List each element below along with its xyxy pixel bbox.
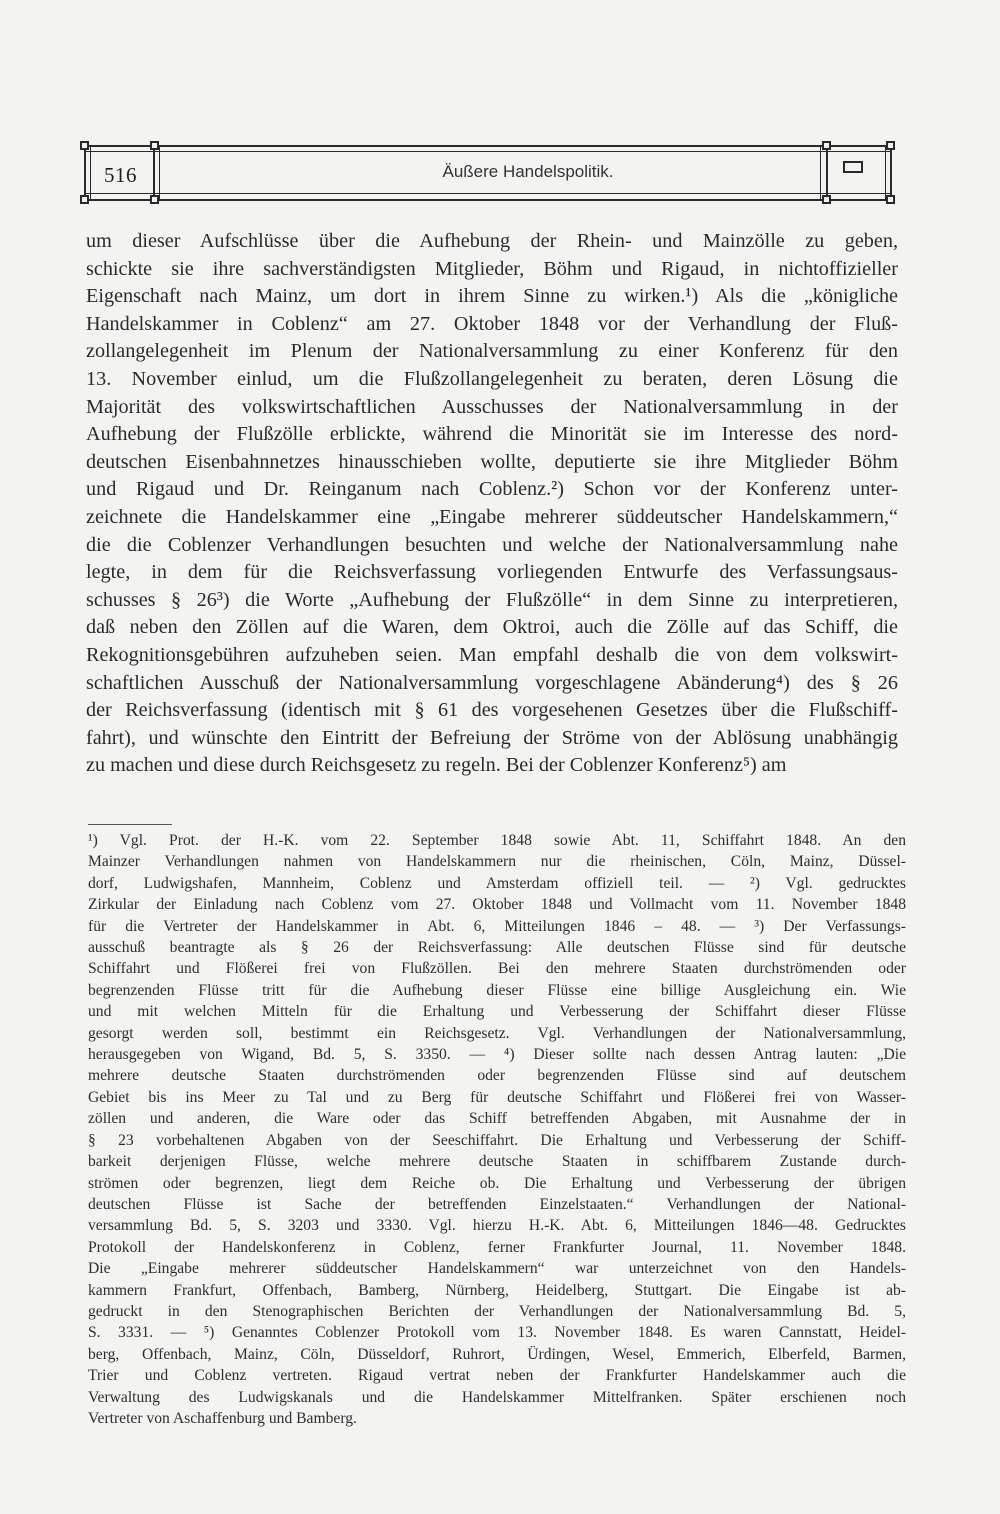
footnote-line: Trier und Coblenz vertreten. Rigaud vertrat neben der Frankfurter Handelskammer auch die [88, 1367, 906, 1385]
body-line: deutschen Eisenbahnnetzes hinausschieben wollte, deputierte sie ihre Mitglieder Böhm [86, 450, 898, 473]
body-line: und Rigaud und Dr. Reinganum nach Coblenz.²) Schon vor der Konferenz unter- [86, 478, 898, 501]
header-corner-square [80, 141, 89, 150]
main-text [86, 228, 898, 780]
footnote-line: Zirkular der Einladung nach Coblenz vom 27. Oktober 1848 und Vollmacht vom 11. November 1848 [88, 896, 906, 914]
body-line: daß neben den Zöllen auf die Waren, dem Oktroi, auch die Zölle auf das Schiff, die [86, 616, 898, 639]
header-corner-square [886, 141, 895, 150]
footnote-line: berg, Offenbach, Mainz, Cöln, Düsseldorf, Ruhrort, Ürdingen, Wesel, Emmerich, Elberfeld, Barmen, [88, 1345, 906, 1363]
footnote-line: dorf, Ludwigshafen, Mannheim, Coblenz und Amsterdam offiziell teil. — ²) Vgl. gedrucktes [88, 874, 906, 892]
footnote-line: Gebiet bis ins Meer zu Tal und zu Berg für deutsche Schiffahrt und Flößerei frei von Wasser- [88, 1088, 906, 1106]
body-line: Majorität des volkswirtschaftlichen Ausschusses der Nationalversammlung in der [86, 395, 898, 418]
footnote-line: ¹) Vgl. Prot. der H.-K. vom 22. September 1848 sowie Abt. 11, Schiffahrt 1848. An den [88, 832, 906, 849]
footnote-line: § 23 vorbehaltenen Abgaben von der Seeschiffahrt. Die Erhaltung und Verbesserung der Schiff- [88, 1131, 906, 1149]
footnote-line: barkeit derjenigen Flüsse, welche mehrere deutsche Staaten in schiffbarem Zustande durch- [88, 1153, 906, 1171]
body-line: zeichnete die Handelskammer eine „Eingabe mehrerer süddeutscher Handelskammern,“ [86, 505, 898, 528]
footnote-separator [88, 824, 172, 825]
header-bar-title-left [159, 145, 160, 201]
footnote-line: kammern Frankfurt, Offenbach, Bamberg, Nürnberg, Heidelberg, Stuttgart. Die Eingabe ist ab- [88, 1281, 906, 1299]
header-corner-square [886, 195, 895, 204]
footnote-line: Mainzer Verhandlungen nahmen von Handelskammern nur die rheinischen, Cöln, Mainz, Düssel- [88, 853, 906, 871]
body-line: zollangelegenheit im Plenum der Nationalversammlung zu einer Konferenz für den [86, 340, 898, 363]
footnotes [88, 830, 906, 1429]
body-line: der Reichsverfassung (identisch mit § 61 des vorgesehenen Gesetzes über die Flußschiff- [86, 699, 898, 722]
header-corner-square [822, 141, 831, 150]
header-corner-square [150, 195, 159, 204]
footnote-line: versammlung Bd. 5, S. 3203 und 3330. Vgl. hierzu H.-K. Abt. 6, Mitteilungen 1846—48. Gedrucktes [88, 1217, 906, 1235]
body-line: schusses § 26³) die Worte „Aufhebung der Flußzölle“ in dem Sinne zu interpretieren, [86, 588, 898, 611]
footnote-line: und mit welchen Mitteln für die Erhaltung und Verbesserung der Schiffahrt dieser Flüsse [88, 1003, 906, 1021]
header-bar-left [84, 145, 86, 201]
footnote-line: Die „Eingabe mehrerer süddeutscher Handelskammern“ war unterzeichnet von den Handels- [88, 1260, 906, 1278]
body-line: Aufhebung der Flußzölle erblickte, während die Minorität sie im Interesse des nord- [86, 423, 898, 446]
header-bar-title-right [820, 145, 821, 201]
footnote-line: Protokoll der Handelskonferenz in Coblenz, ferner Frankfurter Journal, 11. November 1848. [88, 1238, 906, 1256]
body-line: Rekognitionsgebühren aufzuheben seien. Man empfahl deshalb die von dem volkswirt- [86, 643, 898, 666]
header-corner-square [150, 141, 159, 150]
body-line: legte, in dem für die Reichsverfassung vorliegenden Entwurfe des Verfassungsaus- [86, 561, 898, 584]
running-title: Äußere Handelspolitik. [442, 162, 614, 181]
header-bar-right [890, 145, 892, 201]
header-bar-left-inner [90, 145, 91, 201]
footnote-line: mehrere deutsche Staaten durchströmenden oder begrenzenden Flüsse sind auf deutschem [88, 1067, 906, 1085]
footnote-line: gesorgt werden soll, bestimmt ein Reichsgesetz. Vgl. Verhandlungen der Nationalversammlung, [88, 1024, 906, 1042]
header-rule-top [86, 145, 890, 147]
footnote-line: für die Vertreter der Handelskammer in Abt. 6, Mitteilungen 1846 – 48. — ³) Der Verfassungs- [88, 917, 906, 935]
footnote-line: zöllen und anderen, die Ware oder das Schiff betreffenden Abgaben, mit Ausnahme der in [88, 1110, 906, 1128]
running-head [80, 137, 896, 209]
body-line: schaftlichen Ausschuß der Nationalversammlung vorgeschlagene Abänderung⁴) des § 26 [86, 671, 898, 694]
header-bar-ornament-left [826, 145, 828, 201]
body-line: fahrt), und wünschte den Eintritt der Befreiung der Ströme von der Ablösung unabhängig [86, 726, 898, 749]
footnote-line: strömen oder begrenzen, liegt dem Reiche ob. Die Erhaltung und Verbesserung der übrigen [88, 1174, 906, 1192]
footnote-line: Schiffahrt und Flößerei frei von Flußzöllen. Bei den mehrere Staaten durchströmenden oder [88, 960, 906, 978]
body-line: um dieser Aufschlüsse über die Aufhebung der Rhein- und Mainzölle zu geben, [86, 230, 898, 252]
footnote-line: Vertreter von Aschaffenburg und Bamberg. [88, 1409, 357, 1427]
header-rule-bottom [86, 199, 890, 201]
header-corner-square [80, 195, 89, 204]
body-line: schickte sie ihre sachverständigsten Mitglieder, Böhm und Rigaud, in nichtoffizieller [86, 257, 898, 280]
footnote-line: begrenzenden Flüsse tritt für die Aufhebung dieser Flüsse eine billige Ausgleichung ein. Wie [88, 981, 906, 999]
footnote-line: deutschen Flüsse ist Sache der betreffenden Einzelstaaten.“ Verhandlungen der National- [88, 1195, 906, 1213]
header-box-ornament [843, 161, 863, 173]
header-corner-square [822, 195, 831, 204]
header-rule-top-inner [86, 151, 890, 152]
footnote-line: Verwaltung des Ludwigskanals und die Handelskammer Mittelfranken. Später erschienen noch [88, 1388, 906, 1406]
header-bar-number-right [153, 145, 155, 201]
header-bar-right-inner [885, 145, 886, 201]
body-line: zu machen und diese durch Reichsgesetz zu regeln. Bei der Coblenzer Konferenz⁵) am [86, 754, 787, 777]
body-line: Eigenschaft nach Mainz, um dort in ihrem Sinne zu wirken.¹) Als die „königliche [86, 285, 898, 308]
page-number: 516 [104, 163, 137, 187]
footnote-line: ausschuß beantragte als § 26 der Reichsverfassung: Alle deutschen Flüsse sind für deutsche [88, 939, 906, 957]
footnote-line: gedruckt in den Stenographischen Berichten der Verhandlungen der Nationalversammlung Bd. 5, [88, 1302, 906, 1320]
footnote-line: S. 3331. — ⁵) Genanntes Coblenzer Protokoll vom 13. November 1848. Es waren Cannstatt, Heidel- [88, 1324, 906, 1342]
footnote-line: herausgegeben von Wigand, Bd. 5, S. 3350. — ⁴) Dieser sollte nach dessen Antrag lauten: „Die [88, 1046, 906, 1064]
body-line: Handelskammer in Coblenz“ am 27. Oktober 1848 vor der Verhandlung der Fluß- [86, 312, 898, 335]
body-line: 13. November einlud, um die Flußzollangelegenheit zu beraten, deren Lösung die [86, 367, 898, 390]
header-rule-bottom-inner [86, 193, 890, 194]
body-line: die die Coblenzer Verhandlungen besuchten und welche der Nationalversammlung nahe [86, 533, 898, 556]
